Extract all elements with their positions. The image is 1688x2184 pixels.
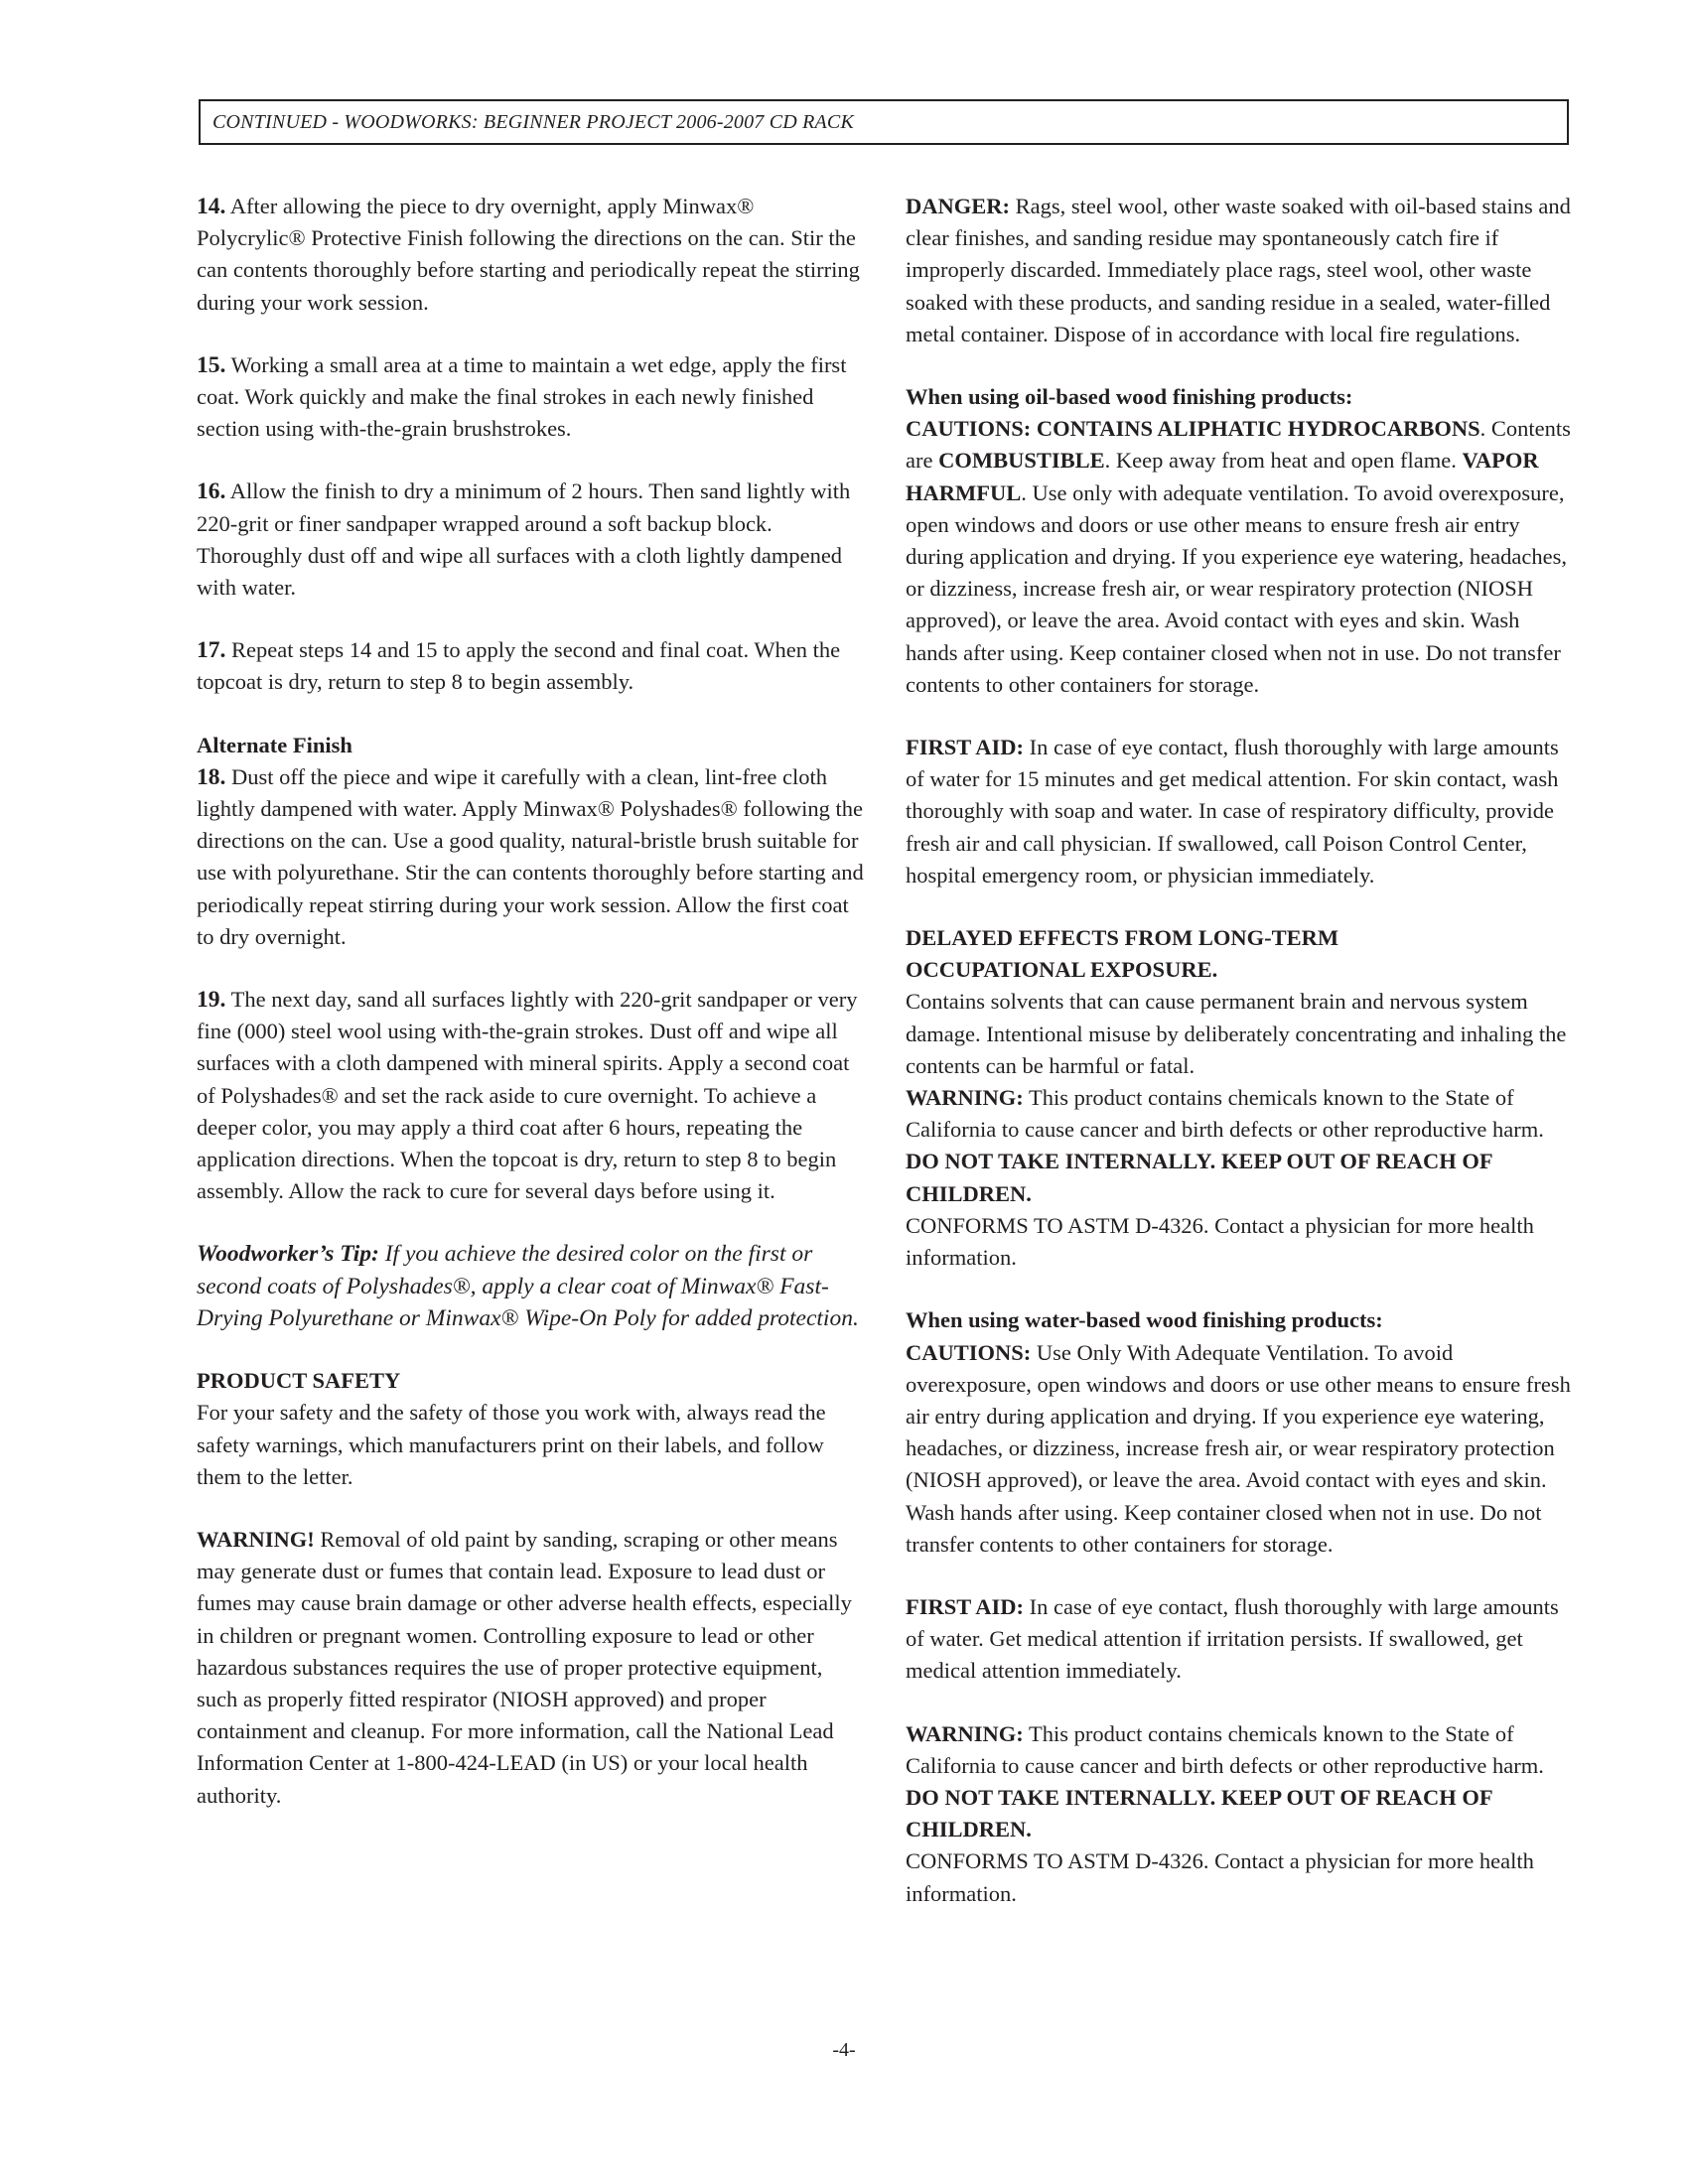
warning-label: WARNING! — [197, 1526, 315, 1552]
first-aid-water — [906, 1591, 1576, 1688]
cautions-text: . Use only with adequate ventilation. To avoid overexposure, open windows and doors or use other means to ensure fresh air entry during application and drying. If you experience eye watering, headaches, or dizziness, increase fresh air, or wear respiratory protection (NIOSH approved), or leave the area. Avoid contact with eyes and skin. Wash hands after using. Keep container closed when not in use. Do not transfer contents to other containers for storage. — [906, 479, 1567, 697]
step-19 — [197, 984, 867, 1207]
water-based-section — [906, 1304, 1576, 1561]
oil-based-heading: When using oil-based wood finishing products: — [906, 384, 1353, 410]
first-aid-text: In case of eye contact, flush thoroughly with large amounts of water for 15 minutes and get medical attention. For skin contact, wash thoroughly with soap and water. In case of respiratory difficulty, provide fresh air and call physician. If swallowed, call Poison Control Center, hospital emergency room, or physician immediately. — [906, 735, 1559, 887]
delayed-effects-section — [906, 922, 1576, 1274]
first-aid-label: FIRST AID: — [906, 1593, 1024, 1619]
step-number: 18. — [197, 763, 226, 790]
vapor-harmful-label: VAPOR HARMFUL — [906, 448, 1539, 505]
danger-text: Rags, steel wool, other waste soaked with oil-based stains and clear finishes, and sanding residue may spontaneously catch fire if improperly discarded. Immediately place rags, steel wool, other waste soaked with these products, and sanding residue in a sealed, water-filled metal container. Dispose of in accordance with local fire regulations. — [906, 194, 1571, 346]
step-text: After allowing the piece to dry overnight, apply Minwax® Polycrylic® Protective Finish following the directions on the can. Stir the can contents thoroughly before starting and periodically repeat the stirring during your work session. — [197, 194, 860, 315]
product-safety-text: For your safety and the safety of those you work with, always read the safety warnings, which manufacturers print on their labels, and follow them to the letter. — [197, 1400, 826, 1489]
cautions-text: Use Only With Adequate Ventilation. To avoid overexposure, open windows and doors or use other means to ensure fresh air entry during application and drying. If you experience eye watering, headaches, or dizziness, increase fresh air, or wear respiratory protection (NIOSH approved), or leave the area. Avoid contact with eyes and skin. Wash hands after using. Keep container closed when not in use. Do not transfer contents to other containers for storage. — [906, 1339, 1571, 1557]
step-14 — [197, 191, 867, 319]
first-aid-text: In case of eye contact, flush thoroughly with large amounts of water. Get medical attention if irritation persists. If swallowed, get medical attention immediately. — [906, 1593, 1559, 1684]
step-number: 15. — [197, 351, 226, 378]
tip-text: If you achieve the desired color on the first or second coats of Polyshades®, apply a clear coat of Minwax® Fast-Drying Polyurethane or Minwax® Wipe-On Poly for added protection. — [197, 1241, 859, 1331]
water-based-heading: When using water-based wood finishing products: — [906, 1307, 1383, 1333]
danger-label: DANGER: — [906, 194, 1010, 218]
oil-based-section — [906, 381, 1576, 701]
first-aid-label: FIRST AID: — [906, 735, 1024, 760]
warning-label: WARNING: — [906, 1085, 1024, 1111]
warning-text: Removal of old paint by sanding, scraping or other means may generate dust or fumes that contain lead. Exposure to lead dust or fumes may cause brain damage or other adverse health effects, especially in children or pregnant women. Controlling exposure to lead or other hazardous substances requires the use of proper protective equipment, such as properly fitted respirator (NIOSH approved) and proper containment and cleanup. For more information, call the National Lead Information Center at 1-800-424-LEAD (in US) or your local health authority. — [197, 1526, 852, 1808]
warning-text: This product contains chemicals known to the State of California to cause cancer and birth defects or other reproductive harm. — [906, 1085, 1544, 1143]
woodworkers-tip — [197, 1238, 867, 1334]
alternate-finish-heading: Alternate Finish — [197, 732, 352, 757]
step-text: The next day, sand all surfaces lightly with 220-grit sandpaper or very fine (000) steel wool using with-the-grain strokes. Dust off and wipe all surfaces with a cloth dampened with mineral spirits. Apply a second coat of Polyshades® and set the rack aside to cure overnight. To achieve a deeper color, you may apply a third coat after 6 hours, repeating the application directions. When the topcoat is dry, return to step 8 to begin assembly. Allow the rack to cure for several days before using it. — [197, 987, 858, 1204]
do-not-take-internally: DO NOT TAKE INTERNALLY. KEEP OUT OF REACH OF CHILDREN. — [906, 1784, 1492, 1843]
step-number: 19. — [197, 987, 226, 1014]
step-text: Dust off the piece and wipe it carefully with a clean, lint-free cloth lightly dampened with water. Apply Minwax® Polyshades® following the directions on the can. Use a good quality, natural-bristle brush suitable for use with polyurethane. Stir the can contents thoroughly before starting and periodically repeat stirring during your work session. Allow the first coat to dry overnight. — [197, 763, 864, 949]
step-text: Working a small area at a time to maintain a wet edge, apply the first coat. Work quickly and make the final strokes in each newly finished section using with-the-grain brushstrokes. — [197, 351, 847, 442]
step-number: 16. — [197, 478, 226, 505]
running-title: CONTINUED - WOODWORKS: BEGINNER PROJECT 2006-2007 CD RACK — [212, 110, 854, 133]
step-number: 14. — [197, 194, 226, 219]
do-not-take-internally: DO NOT TAKE INTERNALLY. KEEP OUT OF REACH OF CHILDREN. — [906, 1149, 1492, 1206]
first-aid-oil — [906, 732, 1576, 891]
page-number: -4- — [832, 2039, 856, 2061]
step-text: Repeat steps 14 and 15 to apply the second and final coat. When the topcoat is dry, return to step 8 to begin assembly. — [197, 637, 841, 695]
product-safety-section — [197, 1365, 867, 1493]
delayed-effects-heading: OCCUPATIONAL EXPOSURE. — [906, 957, 1218, 983]
right-column — [906, 191, 1576, 1910]
cautions-text: . Keep away from heat and open flame. — [1104, 448, 1463, 474]
alternate-finish-section — [197, 730, 867, 953]
product-safety-heading: PRODUCT SAFETY — [197, 1368, 401, 1394]
cautions-label: CAUTIONS: CONTAINS ALIPHATIC HYDROCARBONS — [906, 416, 1480, 442]
step-text: Allow the finish to dry a minimum of 2 hours. Then sand lightly with 220-grit or finer sandpaper wrapped around a soft backup block. Thoroughly dust off and wipe all surfaces with a cloth lightly dampened with water. — [197, 478, 851, 601]
delayed-effects-text: Contains solvents that can cause permanent brain and nervous system damage. Intentional misuse by deliberately concentrating and inhaling the contents can be harmful or fatal. — [906, 989, 1567, 1078]
step-number: 17. — [197, 637, 226, 664]
warning-text: This product contains chemicals known to the State of California to cause cancer and birth defects or other reproductive harm. — [906, 1720, 1544, 1778]
warning-water — [906, 1718, 1576, 1910]
step-17 — [197, 634, 867, 698]
lead-warning — [197, 1524, 867, 1812]
astm-conformance: CONFORMS TO ASTM D-4326. Contact a physician for more health information. — [906, 1848, 1534, 1906]
step-15 — [197, 349, 867, 446]
left-column — [197, 191, 867, 1812]
combustible-label: COMBUSTIBLE — [938, 448, 1105, 474]
running-header — [199, 99, 1569, 145]
astm-conformance: CONFORMS TO ASTM D-4326. Contact a physician for more health information. — [906, 1212, 1534, 1271]
danger-notice — [906, 191, 1576, 350]
delayed-effects-heading: DELAYED EFFECTS FROM LONG-TERM — [906, 925, 1339, 951]
warning-label: WARNING: — [906, 1720, 1024, 1746]
cautions-label: CAUTIONS: — [906, 1339, 1032, 1365]
cautions-text: . Contents are — [906, 416, 1571, 474]
step-16 — [197, 476, 867, 604]
tip-label: Woodworker’s Tip: — [197, 1241, 379, 1268]
